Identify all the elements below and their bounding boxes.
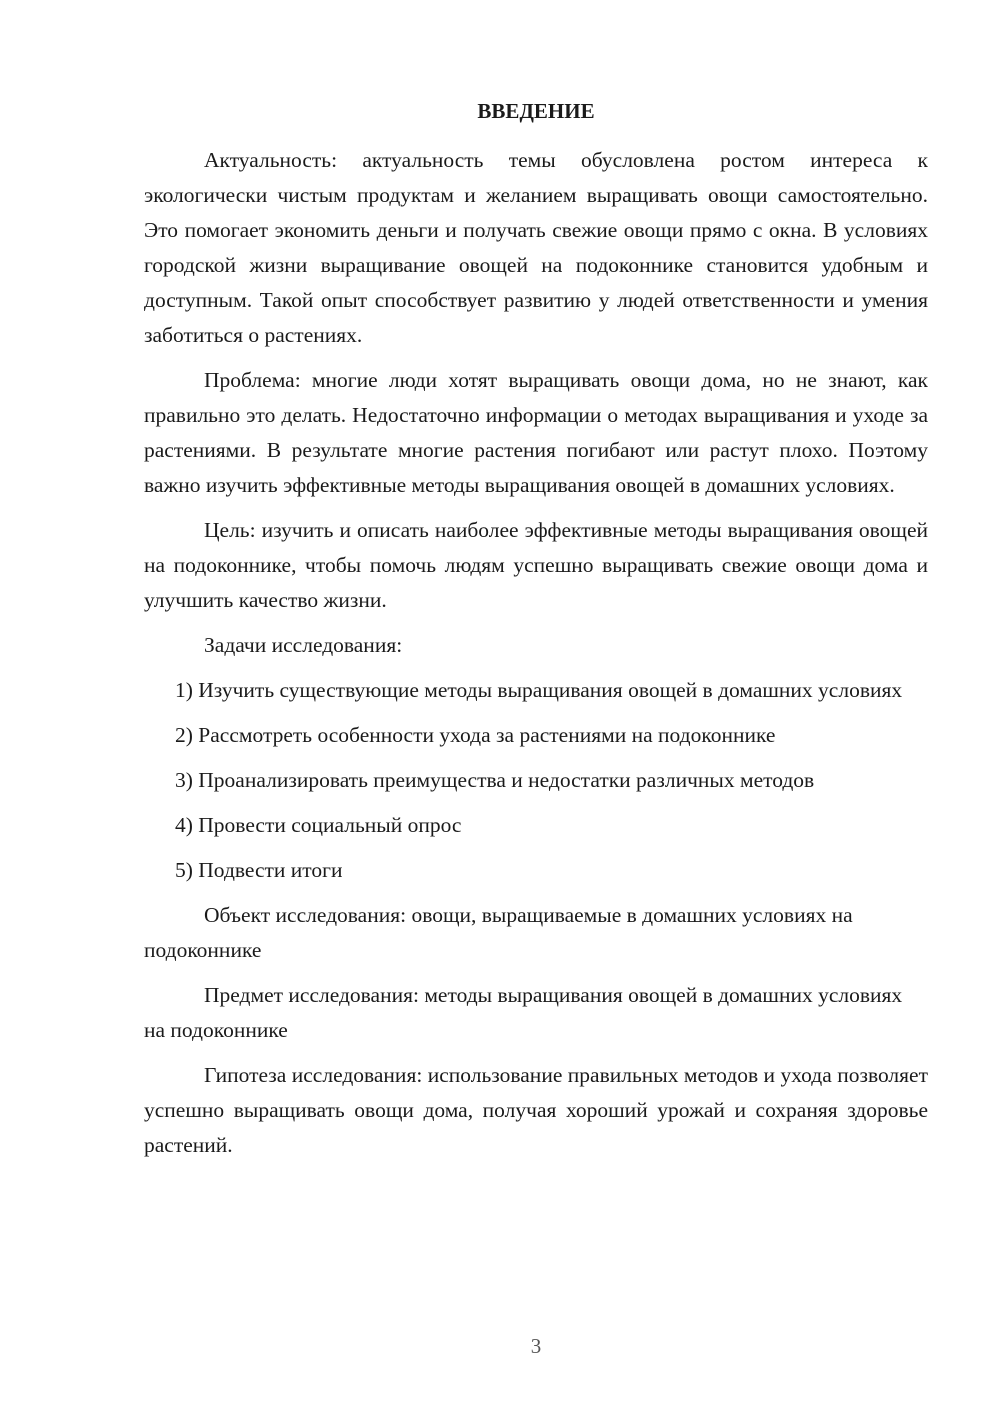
object-paragraph: Объект исследования: овощи, выращиваемые в домашних условиях на подоконнике <box>144 903 853 962</box>
task-item-4: 4) Провести социальный опрос <box>175 813 462 837</box>
tasks-heading: Задачи исследования: <box>204 633 403 657</box>
problem-paragraph: Проблема: многие люди хотят выращивать овощи дома, но не знают, как правильно это делать. Недостаточно информации о методах выращивания и уходе за растениями. В результате многие растения погибают или растут плохо. Поэтому важно изучить эффективные методы выращивания овощей в домашних условиях. <box>144 368 928 497</box>
task-item-3: 3) Проанализировать преимущества и недостатки различных методов <box>175 768 815 792</box>
relevance-paragraph: Актуальность: актуальность темы обусловлена ростом интереса к экологически чистым продуктам и желанием выращивать овощи самостоятельно. Это помогает экономить деньги и получать свежие овощи прямо с окна. В условиях городской жизни выращивание овощей на подоконнике становится удобным и доступным. Такой опыт способствует развитию у людей ответственности и умения заботиться о растениях. <box>144 148 928 347</box>
section-title: ВВЕДЕНИЕ <box>477 99 595 123</box>
hypothesis-paragraph: Гипотеза исследования: использование правильных методов и ухода позволяет успешно выращивать овощи дома, получая хороший урожай и сохраняя здоровье растений. <box>144 1063 928 1157</box>
task-item-1: 1) Изучить существующие методы выращивания овощей в домашних условиях <box>175 678 903 702</box>
subject-paragraph: Предмет исследования: методы выращивания овощей в домашних условиях на подоконнике <box>144 983 903 1042</box>
goal-paragraph: Цель: изучить и описать наиболее эффективные методы выращивания овощей на подоконнике, чтобы помочь людям успешно выращивать свежие овощи дома и улучшить качество жизни. <box>144 518 928 612</box>
document-body <box>144 143 928 1173</box>
page-number: 3 <box>530 1334 542 1358</box>
task-item-2: 2) Рассмотреть особенности ухода за растениями на подоконнике <box>175 723 776 747</box>
task-item-5: 5) Подвести итоги <box>175 858 343 882</box>
